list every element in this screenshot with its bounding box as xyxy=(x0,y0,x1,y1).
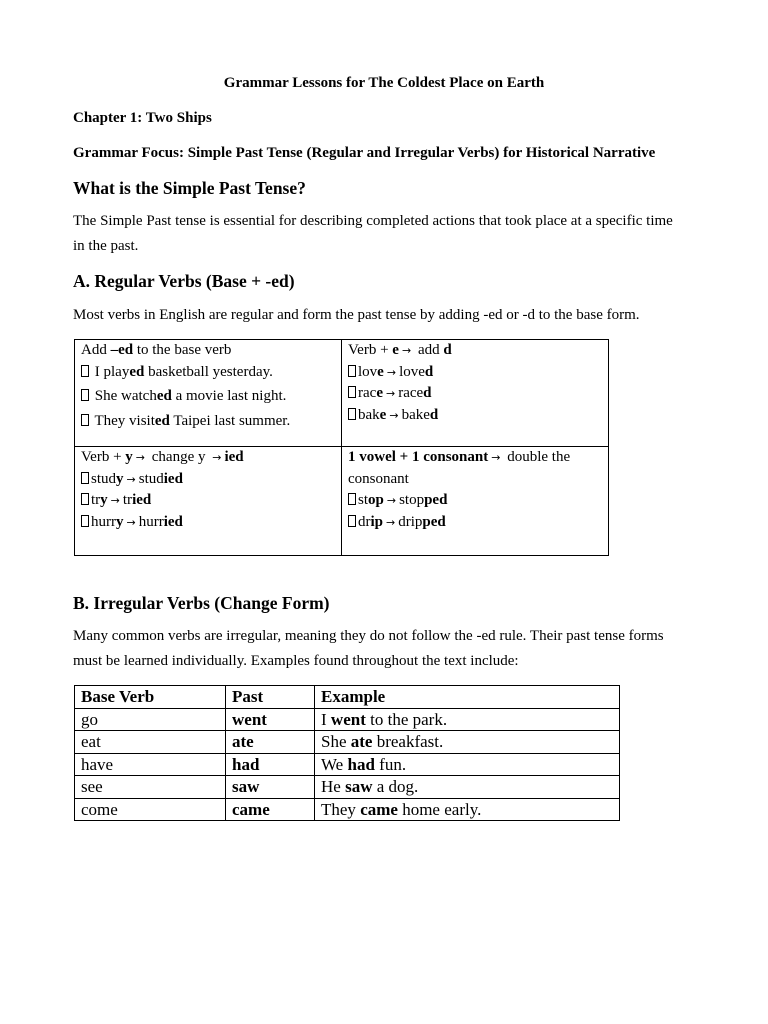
missing-glyph-icon xyxy=(348,365,356,377)
arrow-icon: → xyxy=(401,344,412,357)
table-row xyxy=(75,708,620,731)
arrow-icon: → xyxy=(110,494,120,507)
missing-glyph-icon xyxy=(81,414,89,426)
example-cell: He saw a dog. xyxy=(315,776,620,799)
missing-glyph-icon xyxy=(348,515,356,527)
arrow-icon: → xyxy=(385,387,396,400)
base-verb-cell: come xyxy=(75,798,226,821)
document-title: Grammar Lessons for The Coldest Place on Earth xyxy=(223,75,545,91)
example-cell: She ate breakfast. xyxy=(315,731,620,754)
arrow-icon: → xyxy=(135,451,146,464)
base-verb-cell: have xyxy=(75,753,226,776)
rule-double-consonant-1: 1 vowel + 1 consonant → double the xyxy=(348,449,571,465)
example-played: I played basketball yesterday. xyxy=(81,362,290,384)
chapter-heading: Chapter 1: Two Ships xyxy=(73,110,212,126)
missing-glyph-icon xyxy=(81,493,89,505)
example-cell: I went to the park. xyxy=(315,708,620,731)
arrow-icon: → xyxy=(126,472,136,486)
missing-glyph-icon xyxy=(81,472,89,484)
missing-glyph-icon xyxy=(348,408,356,420)
cell-add-d xyxy=(348,340,452,426)
example-study: study → studied xyxy=(81,469,244,491)
section-b-line-2: must be learned individually. Examples found throughout the text include: xyxy=(73,653,519,669)
arrow-icon: → xyxy=(491,451,501,464)
cell-add-ed xyxy=(81,340,290,432)
example-stop: stop → stopped xyxy=(348,490,570,512)
base-verb-cell: see xyxy=(75,776,226,799)
past-cell: went xyxy=(226,708,315,731)
table-row xyxy=(75,798,620,821)
question-heading: What is the Simple Past Tense? xyxy=(73,178,306,198)
example-bake: bake → baked xyxy=(348,405,452,427)
rule-add-ed: Add –ed to the base verb xyxy=(81,342,232,358)
example-cell: They came home early. xyxy=(315,798,620,821)
section-b-heading: B. Irregular Verbs (Change Form) xyxy=(73,593,330,613)
section-a-description: Most verbs in English are regular and form the past tense by adding -ed or -d to the base form. xyxy=(73,307,640,323)
example-hurry: hurry → hurried xyxy=(81,512,244,534)
section-b-line-1: Many common verbs are irregular, meaning they do not follow the -ed rule. Their past tense forms xyxy=(73,628,664,644)
grammar-focus-heading: Grammar Focus: Simple Past Tense (Regular and Irregular Verbs) for Historical Narrative xyxy=(73,145,656,161)
header-base-verb: Base Verb xyxy=(75,686,226,709)
rule-double-consonant-2: consonant xyxy=(348,470,409,487)
cell-y-ied xyxy=(81,447,244,533)
example-try: try → tried xyxy=(81,490,244,512)
table-header-row xyxy=(75,686,620,709)
past-cell: had xyxy=(226,753,315,776)
arrow-icon: → xyxy=(212,451,222,464)
arrow-icon: → xyxy=(386,365,397,379)
past-cell: saw xyxy=(226,776,315,799)
example-drip: drip → dripped xyxy=(348,512,570,534)
header-example: Example xyxy=(315,686,620,709)
table-row xyxy=(75,776,620,799)
arrow-icon: → xyxy=(386,515,396,529)
base-verb-cell: go xyxy=(75,708,226,731)
intro-paragraph xyxy=(73,209,703,259)
section-b-description xyxy=(73,624,723,674)
table-row xyxy=(75,753,620,776)
missing-glyph-icon xyxy=(81,365,89,377)
example-race: race → raced xyxy=(348,383,452,405)
arrow-icon: → xyxy=(389,408,399,422)
intro-line-1: The Simple Past tense is essential for describing completed actions that took place at a specific time xyxy=(73,213,673,229)
example-cell: We had fun. xyxy=(315,753,620,776)
cell-double-consonant xyxy=(348,447,570,533)
rule-add-d: Verb + e → add d xyxy=(348,342,452,358)
past-cell: ate xyxy=(226,731,315,754)
example-visited: They visited Taipei last summer. xyxy=(81,411,290,433)
missing-glyph-icon xyxy=(348,386,356,398)
rule-y-ied: Verb + y → change y → ied xyxy=(81,449,244,465)
header-past: Past xyxy=(226,686,315,709)
base-verb-cell: eat xyxy=(75,731,226,754)
irregular-verbs-table xyxy=(74,685,620,821)
arrow-icon: → xyxy=(386,494,397,507)
past-cell: came xyxy=(226,798,315,821)
table-row xyxy=(75,731,620,754)
section-a-heading: A. Regular Verbs (Base + -ed) xyxy=(73,271,295,291)
missing-glyph-icon xyxy=(348,493,356,505)
arrow-icon: → xyxy=(126,515,136,529)
example-love: love → loved xyxy=(348,362,452,384)
missing-glyph-icon xyxy=(81,389,89,401)
missing-glyph-icon xyxy=(81,515,89,527)
intro-line-2: in the past. xyxy=(73,238,139,254)
example-watched: She watched a movie last night. xyxy=(81,386,290,408)
